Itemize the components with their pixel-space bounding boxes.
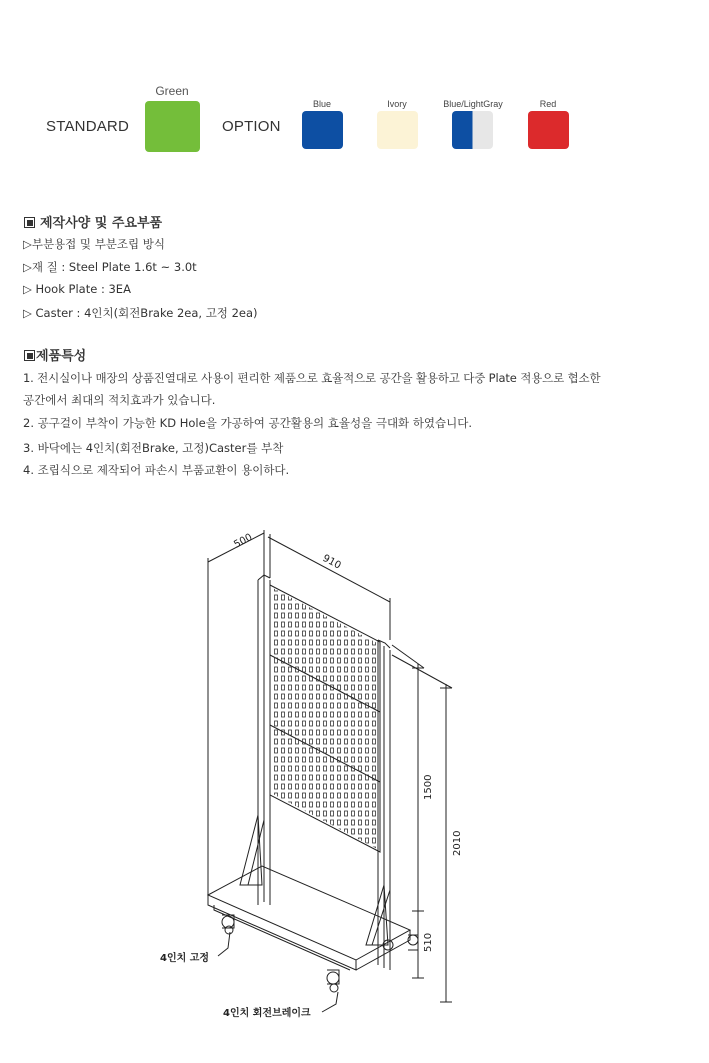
dim-total-text: 2010 (452, 830, 463, 856)
dim-base-text: 510 (423, 932, 434, 952)
spec-line: ▷ Hook Plate : 3EA (23, 282, 131, 296)
swatch-blue-lightgray-caption: Blue/LightGray (443, 99, 503, 109)
spec-line: ▷재 질 : Steel Plate 1.6t ~ 3.0t (23, 260, 197, 274)
dim-depth-text: 500 (232, 531, 255, 551)
swatch-blue-caption: Blue (312, 99, 331, 109)
features-title-text: 제품특성 (36, 349, 87, 364)
feature-line: 1. 전시실이나 매장의 상품진열대로 사용이 편리한 제품으로 효율적으로 공간을 활용하고 다중 Plate 적용으로 협소한 (23, 371, 601, 385)
feature-line: 3. 바닥에는 4인치(회전Brake, 고정)Caster를 부착 (23, 441, 284, 455)
spec-title-text: 제작사양 및 주요부품 (40, 216, 163, 231)
option-label: OPTION (222, 118, 281, 135)
swatch-red-caption: Red (539, 99, 557, 109)
dim-panel-text: 1500 (423, 774, 434, 800)
brake-caster-label: 4인치 회전브레이크 (223, 1008, 311, 1019)
swatch-ivory-caption: Ivory (387, 99, 407, 109)
feature-line: 4. 조립식으로 제작되어 파손시 부품교환이 용이하다. (23, 463, 290, 477)
spec-line: ▷부분용접 및 부분조립 방식 (23, 237, 166, 251)
dim-width-text: 910 (320, 552, 343, 572)
feature-line: 2. 공구걸이 부착이 가능한 KD Hole을 가공하여 공간활용의 효율성을 극대화 하였습니다. (23, 416, 473, 430)
spec-line: ▷ Caster : 4인치(회전Brake 2ea, 고정 2ea) (23, 306, 258, 320)
swatch-green-caption: Green (155, 84, 189, 98)
standard-label: STANDARD (46, 118, 129, 135)
fixed-caster-label: 4인치 고정 (160, 953, 210, 964)
feature-line: 공간에서 최대의 적치효과가 있습니다. (23, 393, 216, 407)
